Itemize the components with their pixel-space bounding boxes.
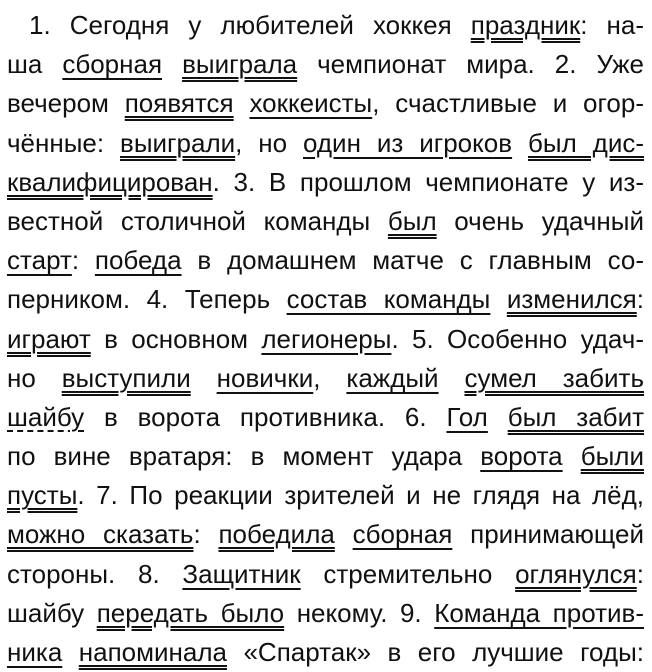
- underlined-word: Команда против-: [434, 597, 644, 628]
- underlined-word: можно сказать: [7, 519, 194, 550]
- text-fragment: стороны. 8.: [7, 558, 183, 589]
- text-line: [7, 359, 644, 398]
- underlined-word: был забит: [507, 401, 644, 432]
- text-line: [7, 163, 644, 202]
- text-fragment: вечером: [7, 88, 125, 119]
- text-line: [7, 6, 644, 45]
- text-line: [7, 594, 644, 633]
- text-line: [7, 515, 644, 554]
- text-fragment: [512, 128, 528, 158]
- underlined-word: выиграли: [120, 127, 236, 158]
- text-fragment: чённые:: [7, 127, 121, 158]
- text-fragment: «Спартак» в его лучшие годы:: [226, 637, 644, 667]
- underlined-word: был: [387, 205, 437, 236]
- text-fragment: [191, 363, 217, 393]
- underlined-word: старт: [7, 245, 72, 276]
- text-line: [7, 320, 644, 359]
- text-fragment: очень удачный: [436, 205, 644, 236]
- text-fragment: перником. 4. Теперь: [7, 284, 287, 315]
- text-fragment: чемпионат мира. 2. Уже: [297, 49, 644, 80]
- text-line: [7, 476, 644, 515]
- underlined-word: каждый: [346, 362, 439, 393]
- underlined-word: играют: [7, 323, 91, 354]
- text-fragment: [490, 284, 506, 314]
- underlined-word: шайбу: [7, 401, 85, 432]
- text-fragment: : на-: [580, 10, 644, 40]
- text-line: [7, 84, 644, 123]
- underlined-word: сборная: [62, 49, 163, 80]
- text-fragment: [62, 637, 78, 667]
- text-fragment: [335, 519, 353, 549]
- text-fragment: вестной столичной команды: [7, 205, 388, 236]
- underlined-word: передать было: [96, 597, 285, 628]
- text-line: [7, 202, 644, 241]
- underlined-word: сумел забить: [464, 362, 644, 393]
- underlined-word: квалифицирован: [7, 166, 213, 197]
- underlined-word: сборная: [352, 519, 453, 550]
- text-fragment: в домашнем матче с главным со-: [181, 245, 644, 276]
- text-fragment: [563, 441, 581, 471]
- text-line: [7, 124, 644, 163]
- text-fragment: [234, 88, 250, 118]
- underlined-word: хоккеисты: [249, 88, 373, 119]
- underlined-word: выступили: [61, 362, 191, 393]
- text-line: [7, 633, 644, 672]
- text-fragment: . 7. По реакции зрителей и не глядя на лёд,: [77, 480, 644, 511]
- underlined-word: оглянулся: [515, 558, 637, 589]
- text-line: [7, 45, 644, 84]
- underlined-word: новички: [216, 362, 314, 393]
- text-fragment: стремительно: [300, 558, 516, 589]
- underlined-word: изменился: [506, 284, 637, 315]
- text-fragment: ,: [313, 362, 347, 393]
- text-fragment: , но: [235, 127, 303, 158]
- text-line: [7, 241, 644, 280]
- text-fragment: , счастливые и огор-: [372, 88, 644, 119]
- underlined-word: Гол: [446, 401, 488, 432]
- underlined-word: выиграла: [182, 49, 298, 80]
- text-fragment: :: [71, 245, 95, 276]
- underlined-word: ворота: [480, 441, 563, 472]
- text-fragment: шайбу: [7, 597, 97, 628]
- text-fragment: [439, 363, 465, 393]
- text-fragment: :: [193, 519, 219, 550]
- underlined-word: один из игроков: [303, 127, 513, 158]
- text-line: [7, 398, 644, 437]
- text-fragment: . 3. В прошлом чемпионате у из-: [212, 166, 644, 197]
- underlined-word: напоминала: [78, 637, 227, 667]
- underlined-word: победила: [218, 519, 335, 550]
- underlined-word: Защитник: [182, 558, 301, 589]
- text-fragment: 1. Сегодня у любителей хоккея: [29, 10, 471, 40]
- text-fragment: но: [7, 362, 62, 393]
- text-line: [7, 555, 644, 594]
- text-line: [7, 280, 644, 319]
- text-fragment: :: [636, 558, 644, 589]
- text-fragment: [488, 402, 508, 432]
- text-fragment: . 5. Особенно удач-: [391, 323, 644, 354]
- text-fragment: :: [636, 284, 644, 315]
- text-fragment: в ворота противника. 6.: [84, 401, 447, 432]
- text-fragment: принимающей: [452, 519, 644, 550]
- underlined-word: победа: [94, 245, 182, 276]
- underlined-word: легионеры: [261, 323, 392, 354]
- underlined-word: праздник: [470, 10, 581, 40]
- underlined-word: появятся: [124, 88, 234, 119]
- text-fragment: по вине вратаря: в момент удара: [7, 441, 481, 472]
- exercise-text: [7, 6, 644, 672]
- text-fragment: в основном: [90, 323, 262, 354]
- text-fragment: ша: [7, 49, 63, 80]
- underlined-word: пусты: [7, 480, 78, 511]
- underlined-word: состав команды: [286, 284, 491, 315]
- text-fragment: некому. 9.: [284, 597, 435, 628]
- underlined-word: ника: [7, 637, 63, 667]
- underlined-word: были: [580, 441, 644, 472]
- text-fragment: [162, 49, 182, 79]
- text-line: [7, 437, 644, 476]
- underlined-word: был дис-: [528, 127, 644, 158]
